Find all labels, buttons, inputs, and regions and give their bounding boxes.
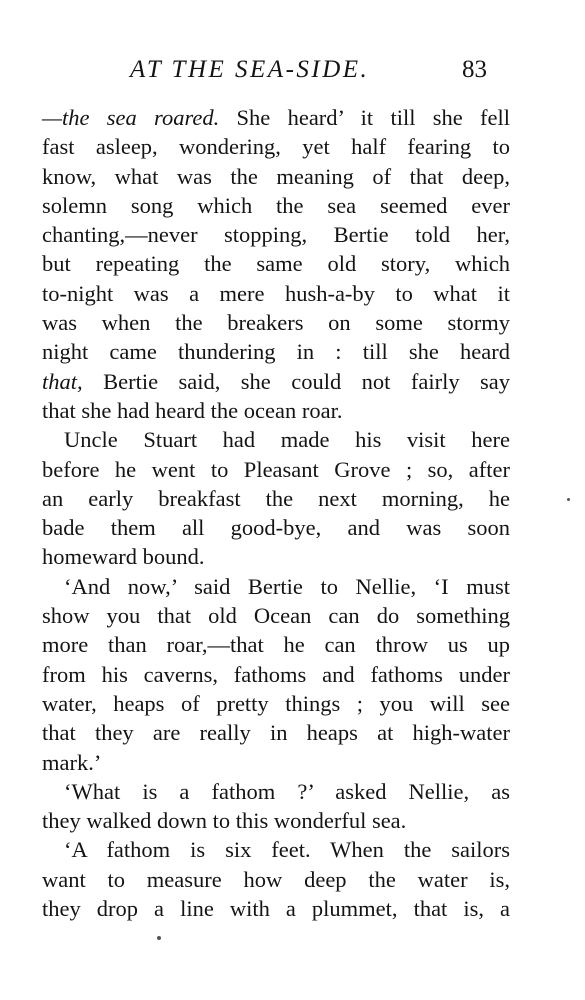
text-line: night came thundering in : till she heard — [42, 339, 510, 365]
text-line — [42, 103, 510, 132]
text-line: more than roar,—that he can throw us up — [42, 632, 510, 658]
line-text: Bertie said, she could not fairly say — [82, 368, 510, 394]
text-line: ‘What is a fathom ?’ asked Nellie, as — [64, 778, 510, 804]
text-line: mark.’ — [42, 749, 102, 775]
text-line: they walked down to this wonderful sea. — [42, 808, 407, 834]
text-line: homeward bound. — [42, 544, 205, 570]
paragraph — [42, 777, 510, 836]
text-line: to-night was a mere hush-a-by to what it — [42, 280, 510, 306]
text-line: know, what was the meaning of that deep, — [42, 163, 510, 189]
text-line: fast asleep, wondering, yet half fearing to — [42, 134, 510, 160]
text-line: show you that old Ocean can do something — [42, 603, 510, 629]
running-title: AT THE SEA-SIDE. — [130, 56, 370, 83]
italic-text: —the sea roared. — [42, 105, 220, 130]
text-line: solemn song which the sea seemed ever — [42, 192, 510, 218]
text-line: but repeating the same old story, which — [42, 251, 510, 277]
paragraph — [42, 572, 510, 777]
text-line: bade them all good-bye, and was soon — [42, 515, 510, 541]
text-line: want to measure how deep the water is, — [42, 866, 510, 892]
text-line: ‘And now,’ said Bertie to Nellie, ‘I must — [64, 573, 510, 599]
text-line: before he went to Pleasant Grove ; so, after — [42, 456, 510, 482]
paragraph — [42, 103, 510, 425]
text-line — [42, 367, 510, 396]
scan-speck — [157, 936, 161, 940]
text-line: water, heaps of pretty things ; you will see — [42, 690, 510, 716]
text-line: ‘A fathom is six feet. When the sailors — [64, 837, 510, 863]
italic-text: that, — [42, 368, 83, 394]
text-line: from his caverns, fathoms and fathoms under — [42, 661, 510, 687]
paragraph — [42, 425, 510, 571]
scan-speck — [567, 498, 570, 501]
text-line: chanting,—never stopping, Bertie told her, — [42, 222, 510, 248]
text-line: that they are really in heaps at high-water — [42, 720, 510, 746]
page-number: 83 — [462, 56, 487, 83]
body-text — [42, 103, 510, 923]
line-text: She heard’ it till she fell — [219, 105, 510, 130]
text-line: an early breakfast the next morning, he — [42, 485, 510, 511]
paragraph — [42, 835, 510, 923]
text-line: was when the breakers on some stormy — [42, 310, 510, 336]
text-line: they drop a line with a plummet, that is, a — [42, 896, 510, 922]
text-line: Uncle Stuart had made his visit here — [64, 427, 510, 453]
text-line: that she had heard the ocean roar. — [42, 397, 343, 423]
